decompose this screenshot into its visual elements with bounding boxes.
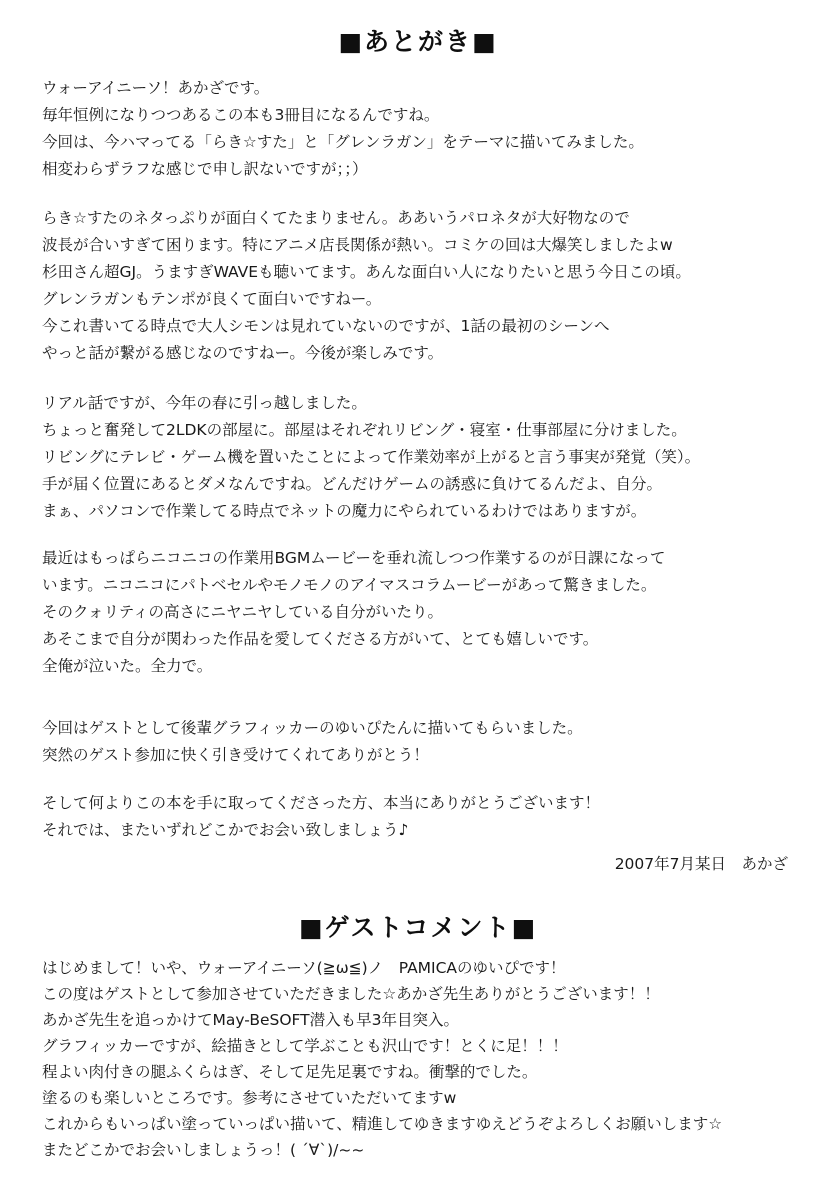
text-line: はじめまして！いや、ウォーアイニーソ(≧ω≦)ノ PAMICAのゆいぴです！: [42, 959, 566, 977]
text-line: そのクォリティの高さにニヤニヤしている自分がいたり。: [42, 603, 443, 621]
text-line: またどこかでお会いしましょうっ！( ´∀`)/~~: [42, 1141, 365, 1159]
text-line: まぁ、パソコンで作業してる時点でネットの魔力にやられているわけではありますが。: [42, 502, 647, 520]
text-line: 今回は、今ハマってる「らき☆すた」と「グレンラガン」をテーマに描いてみました。: [42, 133, 644, 151]
text-line: この度はゲストとして参加させていただきました☆あかざ先生ありがとうございます！！: [42, 985, 660, 1003]
text-line: 相変わらずラフな感じで申し訳ないですが；；）: [42, 160, 368, 178]
afterword-paragraph-3: [42, 390, 802, 525]
text-line: 波長が合いすぎて困ります。特にアニメ店長関係が熱い。コミケの回は大爆笑しましたよw: [42, 236, 673, 254]
text-line: あかざ先生を追っかけてMay-BeSOFT潜入も早3年目突入。: [42, 1011, 459, 1029]
afterword-signature: 2007年7月某日 あかざ: [614, 855, 788, 873]
afterword-paragraph-1: [42, 75, 802, 183]
text-line: 全俺が泣いた。全力で。: [42, 657, 213, 675]
text-line: それでは、またいずれどこかでお会い致しましょう♪: [42, 821, 409, 839]
text-line: 今これ書いてる時点で大人シモンは見れていないのですが、1話の最初のシーンへ: [42, 317, 610, 335]
text-line: 手が届く位置にあるとダメなんですね。どんだけゲームの誘惑に負けてるんだよ、自分。: [42, 475, 663, 493]
text-line: やっと話が繋がる感じなのですねー。今後が楽しみです。: [42, 344, 444, 362]
text-line: グラフィッカーですが、絵描きとして学ぶことも沢山です！とくに足！！！: [42, 1037, 568, 1055]
afterword-paragraph-6: [42, 790, 802, 844]
text-line: そして何よりこの本を手に取ってくださった方、本当にありがとうございます！: [42, 794, 601, 812]
text-line: リビングにテレビ・ゲーム機を置いたことによって作業効率が上がると言う事実が発覚（笑）。: [42, 448, 701, 466]
text-line: ウォーアイニーソ！あかざです。: [42, 79, 270, 97]
text-line: 杉田さん超GJ。うますぎWAVEも聴いてます。あんな面白い人になりたいと思う今日この頃。: [42, 263, 691, 281]
text-line: います。ニコニコにパトベセルやモノモノのアイマスコラムービーがあって驚きました。: [42, 576, 657, 594]
text-line: 最近はもっぱらニコニコの作業用BGMムービーを垂れ流しつつ作業するのが日課になって: [42, 549, 666, 567]
text-line: 塗るのも楽しいところです。参考にさせていただいてますw: [42, 1089, 457, 1107]
afterword-paragraph-4: [42, 545, 802, 680]
text-line: 毎年恒例になりつつあるこの本も3冊目になるんですね。: [42, 106, 440, 124]
guest-comment-body: [42, 955, 802, 1163]
afterword-paragraph-5: [42, 715, 802, 769]
text-line: 今回はゲストとして後輩グラフィッカーのゆいぴたんに描いてもらいました。: [42, 719, 583, 737]
text-line: これからもいっぱい塗っていっぱい描いて、精進してゆきますゆえどうぞよろしくお願いします☆: [42, 1115, 723, 1133]
text-line: グレンラガンもテンポが良くて面白いですねー。: [42, 290, 382, 308]
guest-comment-heading: ■ゲストコメント■: [298, 913, 538, 942]
text-line: 程よい肉付きの腿ふくらはぎ、そして足先足裏ですね。衝撃的でした。: [42, 1063, 538, 1081]
text-line: らき☆すたのネタっぷりが面白くてたまりません。ああいうパロネタが大好物なので: [42, 209, 630, 227]
afterword-heading: ■あとがき■: [338, 27, 498, 56]
text-line: ちょっと奮発して2LDKの部屋に。部屋はそれぞれリビング・寝室・仕事部屋に分けました。: [42, 421, 687, 439]
text-line: 突然のゲスト参加に快く引き受けてくれてありがとう！: [42, 746, 429, 764]
text-line: あそこまで自分が関わった作品を愛してくださる方がいて、とても嬉しいです。: [42, 630, 599, 648]
text-line: リアル話ですが、今年の春に引っ越しました。: [42, 394, 367, 412]
afterword-paragraph-2: [42, 205, 802, 367]
